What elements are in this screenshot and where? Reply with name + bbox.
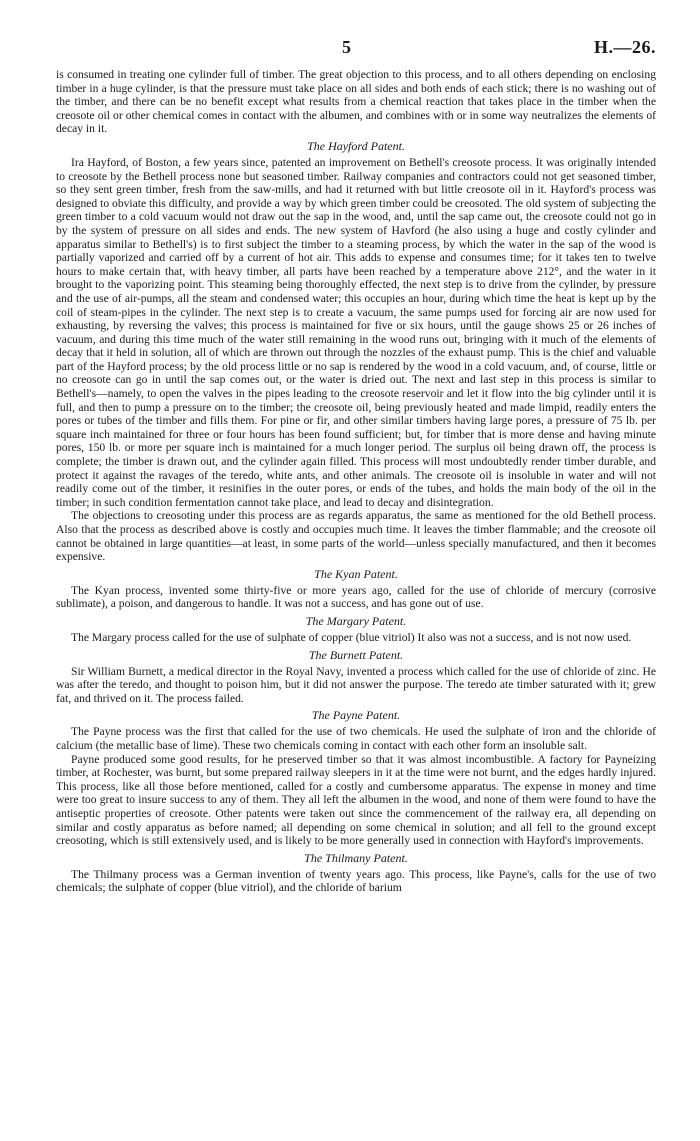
- page-header: [56, 37, 656, 59]
- body-text: [56, 68, 656, 895]
- section-heading: The Burnett Patent.: [308, 647, 404, 662]
- paragraph: The objections to creosoting under this process are as regards apparatus, the same as mentioned for the old Bethell process. Also that the process as described above is costly and occupies much time. It leaves the timber flammable; and the creosote oil cannot be obtained in large quantities—at least, in some parts of the world—unless specially manufactured, and then it becomes expensive.: [56, 509, 656, 564]
- document-code: H.—26.: [593, 37, 656, 57]
- section-heading: The Payne Patent.: [311, 708, 401, 723]
- paragraph: The Kyan process, invented some thirty-five or more years ago, called for the use of chloride of mercury (corrosive sublimate), a poison, and dangerous to handle. It was not a success, and has gone out of use.: [56, 583, 656, 611]
- paragraph: is consumed in treating one cylinder full of timber. The great objection to this process, and to all others depending on enclosing timber in a huge cylinder, is that the pressure must take place on all sides and both ends of each stick; there is no washing out of the timber, and there can be no benefit except what results from a chemical reaction that takes place in the timber when the creosote oil or other chemical comes in contact with the albumen, and combines with or in some way neutralizes the elements of decay in it.: [56, 68, 656, 136]
- section-heading: The Kyan Patent.: [314, 566, 398, 581]
- section-heading: The Hayford Patent.: [307, 138, 405, 153]
- paragraph: Payne produced some good results, for he preserved timber so that it was almost incombustible. A factory for Payneizing timber, at Rochester, was burnt, but some prepared railway sleepers in it at the time were not burnt, and the edges hardly injured. This process, like all those before mentioned, called for a costly and cumbersome apparatus. The expense in money and time were too great to insure success to any of them. They all left the albumen in the wood, and none of them were found to have the antiseptic properties of creosote. Other patents were taken out since the commencement of the railway era, all depending on similar and costly apparatus as before named; all depending on some chemical in solution; and all fell to the ground except creosoting, which is still extensively used, and is likely to be more generally used in connection with Hayford's improvements.: [56, 752, 656, 848]
- section-heading: The Thilmany Patent.: [304, 850, 408, 865]
- paragraph: The Thilmany process was a German invention of twenty years ago. This process, like Payne's, calls for the use of two chemicals; the sulphate of copper (blue vitriol), and the chloride of barium: [56, 867, 656, 895]
- paragraph: The Margary process called for the use of sulphate of copper (blue vitriol) It also was not a success, and is not now used.: [71, 630, 632, 644]
- section-heading: The Margary Patent.: [305, 613, 407, 628]
- paragraph: The Payne process was the first that called for the use of two chemicals. He used the sulphate of iron and the chloride of calcium (the metallic base of lime). These two chemicals coming in contact with each other form an insoluble salt.: [56, 725, 656, 752]
- paragraph: Sir William Burnett, a medical director in the Royal Navy, invented a process which called for the use of chloride of zinc. He was after the teredo, and thought to poison him, but it did not answer the purpose. The teredo ate timber saturated with it; grew fat, and thrived on it. The process failed.: [56, 664, 656, 705]
- page-number: 5: [342, 37, 351, 57]
- paragraph: Ira Hayford, of Boston, a few years since, patented an improvement on Bethell's creosote process. It was originally intended to creosote by the Bethell process none but seasoned timber. Railway companies and contractors could not get seasoned timber, so they sent green timber, fresh from the saw-mills, and had it returned with but little creosote oil in it. Hayford's process was designed to obviate this difficulty, and provide a way by which green timber could be creosoted. The old system of subjecting the green timber to a cold vacuum would not draw out the sap in the wood, and, until the sap came out, the creosote could not go in by the system of pressure on all sides and ends. The new system of Havford (he also using a huge and costly cylinder and apparatus similar to Bethell's) is to first subject the timber to a steaming process, by which the water in the sap of the wood is partially vaporized and carried off by a current of hot air. This adds to expense and consumes time; for it takes ten to twelve hours to make certain that, with heavy timber, all parts have been reached by a temperature above 212°, and the water in it brought to the vaporizing point. This steaming being thoroughly effected, the next step is to drive from the cylinder, by pressure and the use of air-pumps, all the steam and condensed water; this occupies an hour, during which time the heat is kept up by the coil of steam-pipes in the cylinder. The next step is to create a vacuum, the same pumps used for forcing air are now used for exhausting, by reversing the valves; this process is maintained for five or six hours, until the gauge shows 25 or 26 inches of vacuum, and during this time much of the water still remaining in the wood runs out, bringing with it much of the elements of decay that it held in solution, all of which are thrown out through the nozzles of the exhaust pump. This is the chief and valuable part of the Hayford process; by the old process little or no sap is rendered by the wood in a cold vacuum, and, of course, little or no creosote can go in until the sap comes out, or the water is dried out. The next and last step in this process is similar to Bethell's—namely, to open the valves in the pipes leading to the creosote reservoir and let it flow into the big cylinder until it is full, and then to pump a pressure on to the timber; the creosote oil, being previously heated and made limpid, readily enters the pores or tubes of the timber and fills them. For pine or fir, and other similar timbers having large pores, a pressure of 75 lb. per square inch maintained for three or four hours has been found sufficient; but, for timber that is more dense and having minute pores, 150 lb. or more per square inch is maintained for a much longer period. The surplus oil being drawn off, the process is complete; the timber is drawn out, and the cylinder again filled. This process will most undoubtedly render timber durable, and protect it against the ravages of the teredo, white ants, and other animals. The creosote oil is insoluble in water and will not readily come out of the timber, it resinifies in the outer pores, or ends of the tubes, and holds the main body of the oil in the timber; in such condition fermentation cannot take place, and lead to decay and disintegration.: [56, 155, 656, 509]
